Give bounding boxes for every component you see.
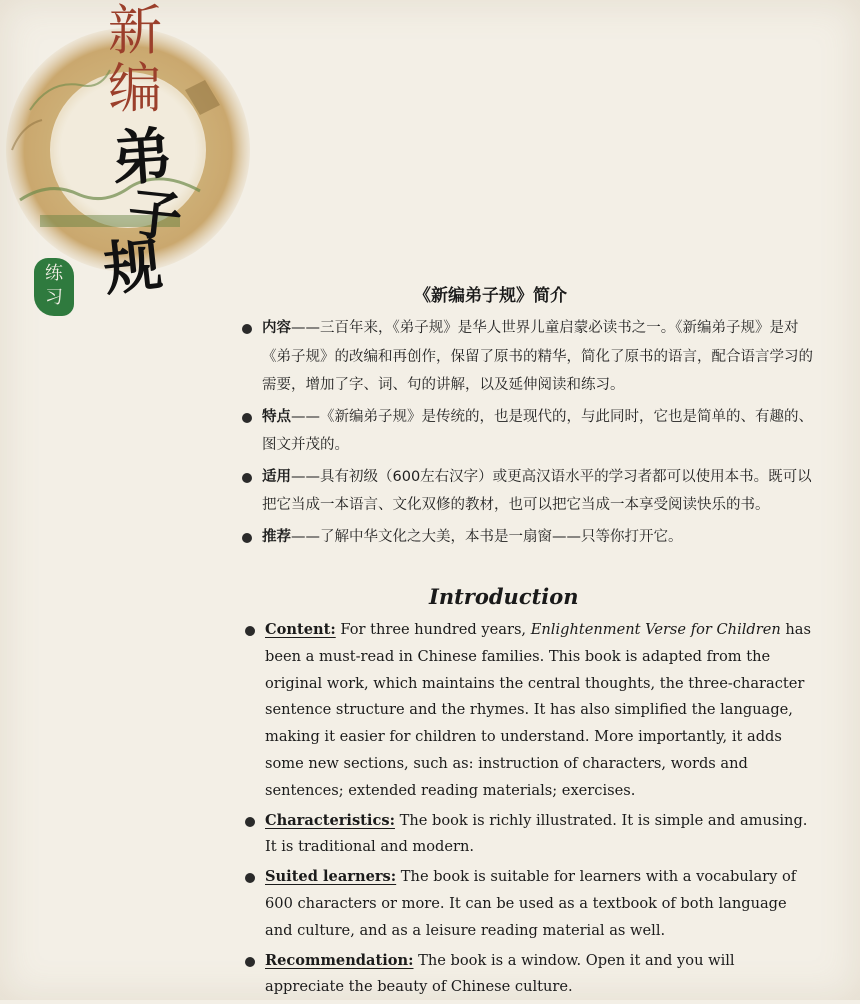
cn-item-text: 《新编弟子规》是传统的，也是现代的，与此同时，它也是简单的、有趣的、图文并茂的。 <box>262 408 813 453</box>
title-char-gui: 规 <box>100 230 166 304</box>
en-item-key: Characteristics: <box>265 811 395 829</box>
cn-item-key: 推荐 <box>262 528 291 545</box>
cn-item-text: 了解中华文化之大美，本书是一扇窗——只等你打开它。 <box>320 528 683 545</box>
bullet-icon <box>245 626 255 636</box>
title-char-bian: 编 <box>108 57 162 120</box>
bullet-icon <box>245 817 255 827</box>
bullet-icon <box>242 413 252 423</box>
en-item-key: Suited learners: <box>265 868 397 886</box>
en-heading: Introduction <box>429 584 579 609</box>
list-item <box>240 463 820 520</box>
seal-char-lian: 练 <box>45 263 63 284</box>
list-item <box>240 523 820 552</box>
en-item-text: has been a must-read in Chinese families. This book is adapted from the original work, which maintains the central thoughts, the three-character sentence structure and the rhymes. It has also simplified the language, making it easier for children to understand. More importantly, it adds some new sections, such as: instruction of characters, words and sentences; extended reading materials; exercises. <box>265 621 811 799</box>
cn-item-key: 特点 <box>262 408 291 425</box>
cn-item-text: 具有初级（600左右汉字）或更高汉语水平的学习者都可以使用本书。既可以把它当成一本语言、文化双修的教材，也可以把它当成一本享受阅读快乐的书。 <box>262 468 812 513</box>
list-item <box>243 617 813 805</box>
en-item-pre: For three hundred years, <box>335 621 531 638</box>
cn-item-sep: —— <box>291 408 320 425</box>
list-item <box>243 808 813 862</box>
en-item-text: The book is richly illustrated. It is simple and amusing. It is traditional and modern. <box>265 811 808 856</box>
bullet-icon <box>245 873 255 883</box>
cn-item-sep: —— <box>291 528 320 545</box>
seal-char-xi: 习 <box>45 287 63 308</box>
en-item-key: Content: <box>265 621 336 638</box>
bullet-icon <box>242 324 252 334</box>
list-item <box>240 403 820 460</box>
en-item-text: The book is suitable for learners with a vocabulary of 600 characters or more. It can be used as a textbook of both language and culture, and as a leisure reading material as well. <box>265 868 797 939</box>
en-item-text: The book is a window. Open it and you will appreciate the beauty of Chinese culture. <box>265 951 735 996</box>
book-title-italic: Enlightenment Verse for Children <box>530 621 781 638</box>
title-char-zi: 子 <box>124 180 186 250</box>
title-ornament <box>0 0 260 330</box>
cn-item-sep: —— <box>291 468 320 485</box>
cn-item-key: 适用 <box>262 468 291 485</box>
en-item-key: Recommendation: <box>265 951 414 969</box>
cn-item-text: 三百年来，《弟子规》是华人世界儿童启蒙必读书之一。《新编弟子规》是对《弟子规》的改编和再创作，保留了原书的精华，简化了原书的语言，配合语言学习的需要，增加了字、词、句的讲解，以及延伸阅读和练习。 <box>262 320 813 393</box>
title-char-xin: 新 <box>108 0 162 62</box>
exercise-seal <box>34 258 74 316</box>
cn-item-sep: —— <box>291 320 320 336</box>
list-item <box>240 314 820 400</box>
cn-item-key: 内容 <box>262 320 291 336</box>
list-item <box>243 948 813 1002</box>
bullet-icon <box>245 957 255 967</box>
en-intro-list <box>243 617 813 1004</box>
bullet-icon <box>242 533 252 543</box>
title-char-di: 弟 <box>109 120 175 196</box>
bullet-icon <box>242 473 252 483</box>
cn-heading: 《新编弟子规》简介 <box>414 286 567 306</box>
cn-intro-list <box>240 314 820 554</box>
list-item <box>243 864 813 944</box>
